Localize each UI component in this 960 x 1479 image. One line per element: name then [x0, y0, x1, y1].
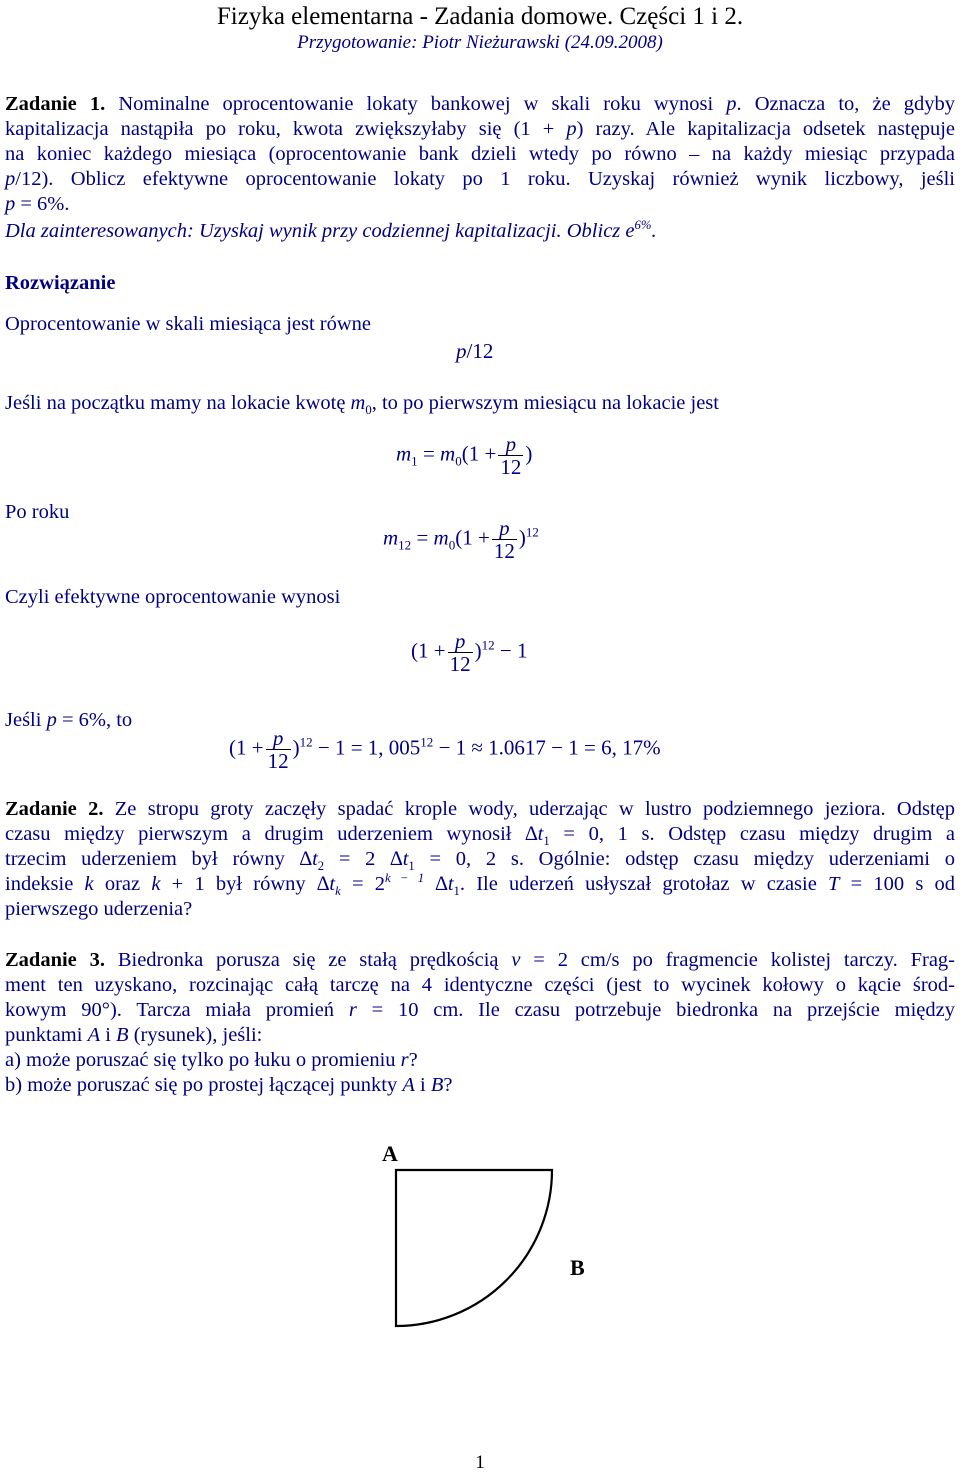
zad2-line-2: czasu między pierwszym a drugim uderzeniem wynosił $\Delta t_1 = 0$, 1 s. Odstęp czasu między drugim a	[5, 823, 956, 849]
zadanie-1-text	[5, 92, 955, 244]
point-a-label: A	[382, 1141, 398, 1166]
page-number: 1	[475, 1452, 485, 1473]
zadanie-2-text	[5, 797, 955, 922]
zad1-line-1: Zadanie 1. Nominalne oprocentowanie lokaty bankowej w skali roku wynosi p. Oznacza to, że gdyby	[5, 93, 956, 115]
solution-text-1: Oprocentowanie w skali miesiąca jest równe	[5, 313, 372, 335]
zad3-line-2: ment ten uzyskano, rozcinając całą tarczę na 4 identyczne części (jest to wycinek kołowy o kącie środ-	[5, 974, 955, 996]
solution-text-5: Jeśli p = 6%, to	[5, 709, 133, 731]
zad3-line-4: punktami A i B (rysunek), jeśli:	[5, 1024, 263, 1046]
zad2-line-4: indeksie k oraz k + 1 był równy $\Delta t_k = 2^{k - 1}$ $\Delta t_1$. Ile uderzeń usłyszał grotołaz w czasie T = 100 s od	[5, 871, 956, 899]
point-b-label: B	[570, 1255, 585, 1280]
equation-m12: $m_{12} = m_0(1$ + $\frac{p}{12}$ )$^{12}$	[383, 516, 539, 564]
zadanie-3-text	[5, 948, 955, 1098]
zad1-line-4: p/12). Oblicz efektywne oprocentowanie lokaty po 1 roku. Uzyskaj również wynik liczbowy, jeśli	[5, 168, 955, 190]
equation-p-12: p/12	[456, 339, 494, 363]
zad3-line-5: a) może poruszać się tylko po łuku o promieniu r?	[5, 1049, 418, 1071]
solution-heading: Rozwiązanie	[5, 272, 116, 294]
document-subtitle: Przygotowanie: Piotr Nieżurawski (24.09.2008)	[297, 32, 663, 53]
quarter-disc-outline	[396, 1170, 552, 1326]
solution-text-4: Czyli efektywne oprocentowanie wynosi	[5, 586, 341, 608]
quarter-disc-figure	[340, 1135, 600, 1375]
zad3-line-1: Zadanie 3. Biedronka porusza się ze stałą prędkością v = 2 cm/s po fragmencie kolistej tarczy. Frag-	[5, 949, 955, 971]
equation-numeric: (1 + $\frac{p}{12}$ )$^{12}$ − 1 = 1, $005^{12} - 1 \approx 1.0617 - 1 = 6$, 17%	[229, 726, 661, 774]
equation-effective: (1 + $\frac{p}{12}$ )$^{12}$ − 1	[411, 629, 528, 677]
zad1-line-5: p = 6%.	[5, 193, 70, 215]
zad3-line-3: kowym 90°). Tarcza miała promień r = 10 cm. Ile czasu potrzebuje biedronka na przejście między	[5, 999, 955, 1021]
zad1-line-3: na koniec każdego miesiąca (oprocentowanie bank dzieli wtedy po równo – na każdy miesiąc przypada	[5, 143, 955, 165]
zad2-line-1: Zadanie 2. Ze stropu groty zaczęły spadać krople wody, uderzając w lustro podziemnego jeziora. Odstęp	[5, 798, 956, 820]
solution-text-2: Jeśli na początku mamy na lokacie kwotę $m_0$, to po pierwszym miesiącu na lokacie jest	[5, 392, 719, 418]
zad2-line-5: pierwszego uderzenia?	[5, 898, 193, 920]
zad2-line-3: trzecim uderzeniem był równy $\Delta t_2 = 2$ $\Delta t_1 = 0$, 2 s. Ogólnie: odstęp czasu między uderzeniami o	[5, 848, 955, 874]
zad1-extra: Dla zainteresowanych: Uzyskaj wynik przy codziennej kapitalizacji. Oblicz $e^{6\%}$.	[5, 218, 657, 242]
zad3-line-6: b) może poruszać się po prostej łączącej punkty A i B?	[5, 1074, 453, 1096]
document-title: Fizyka elementarna - Zadania domowe. Części 1 i 2.	[216, 3, 744, 30]
zad1-line-2: kapitalizacja nastąpiła po roku, kwota zwiększyłaby się (1 + p) razy. Ale kapitalizacja odsetek następuje	[5, 118, 955, 140]
solution-text-3: Po roku	[5, 501, 70, 523]
equation-m1: $m_1 = m_0(1$ + $\frac{p}{12}$ )	[396, 432, 533, 480]
